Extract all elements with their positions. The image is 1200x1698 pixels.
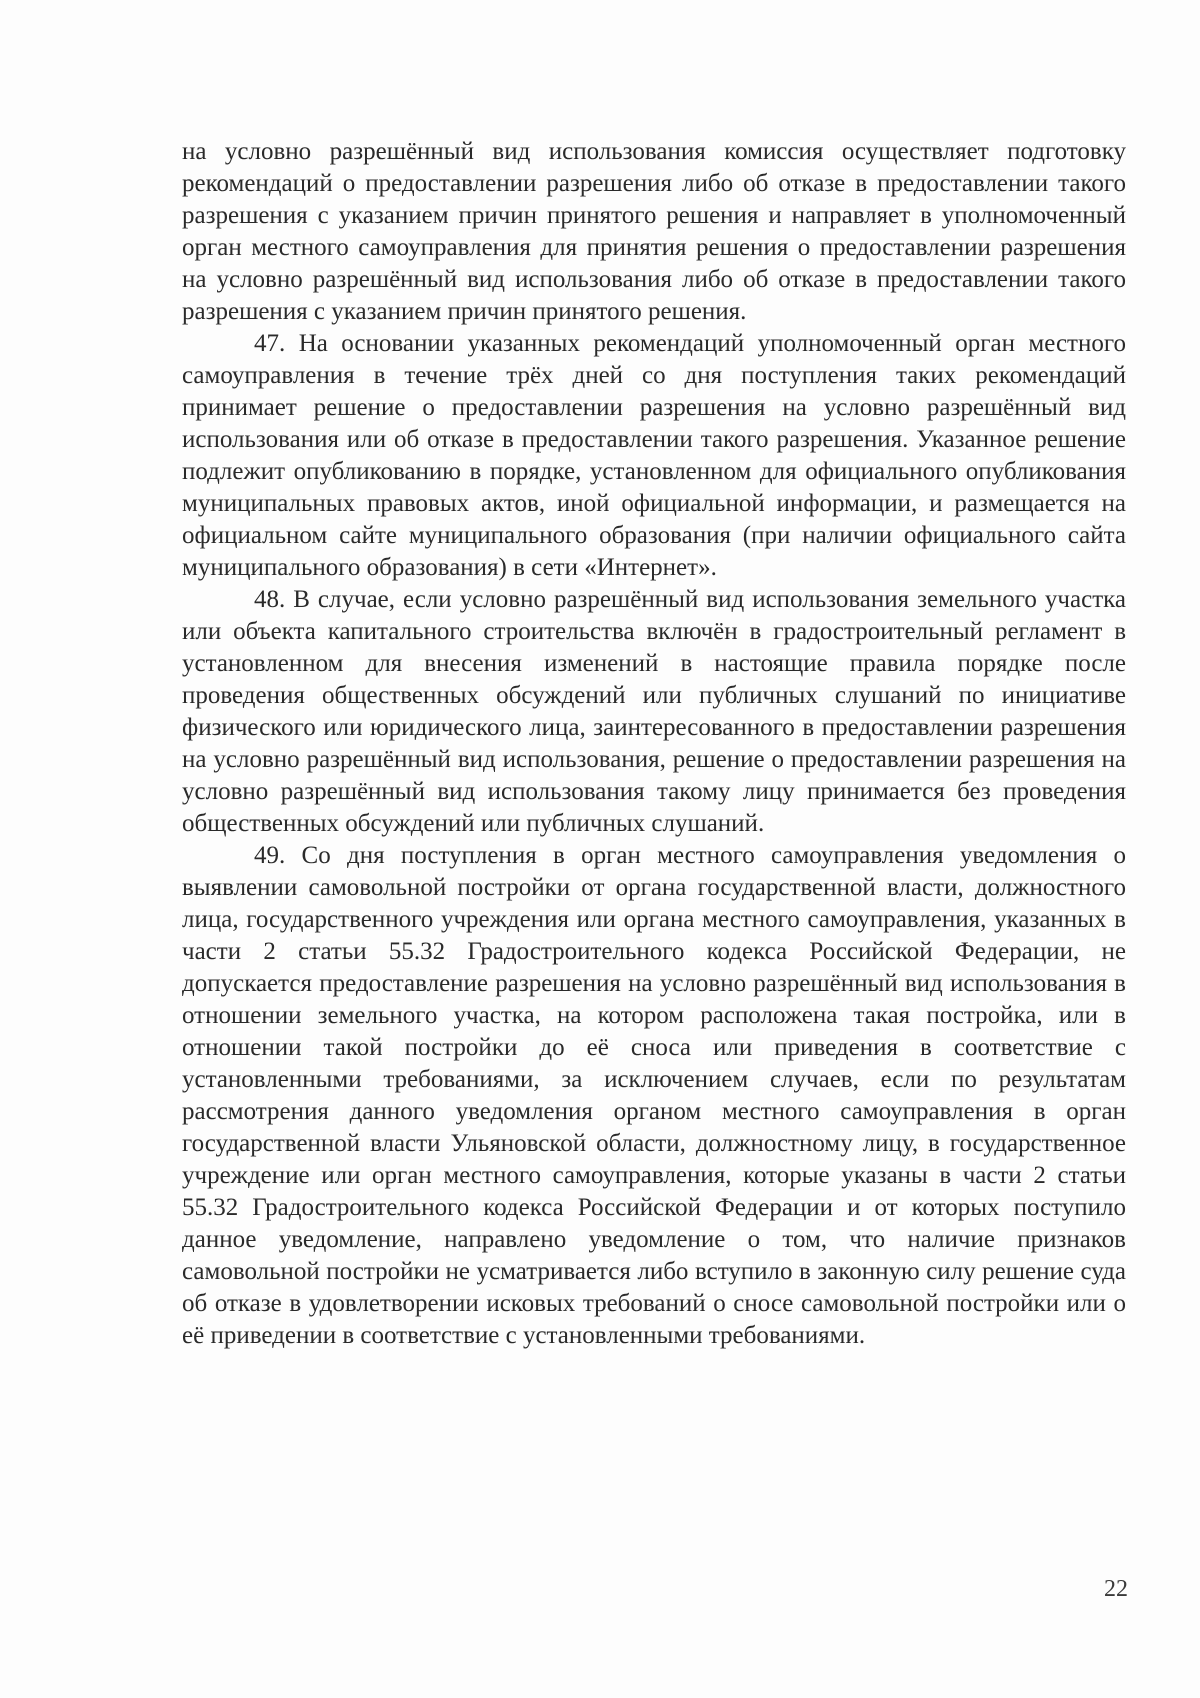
paragraph-item-47: 47. На основании указанных рекомендаций уполномоченный орган местного самоуправления в течение трёх дней со дня поступления таких рекомендаций принимает решение о предоставлении разрешения на условно разрешённый вид использования или об отказе в предоставлении такого разрешения. Указанное решение подлежит опубликованию в порядке, установленном для официального опубликования муниципальных правовых актов, иной официальной информации, и размещается на официальном сайте муниципального образования (при наличии официального сайта муниципального образования) в сети «Интернет». [182, 330, 1126, 581]
page-number: 22 [1104, 1576, 1128, 1602]
document-body [182, 136, 1126, 1352]
paragraph-item-48: 48. В случае, если условно разрешённый вид использования земельного участка или объекта капитального строительства включён в градостроительный регламент в установленном для внесения изменений в настоящие правила порядке после проведения общественных обсуждений или публичных слушаний по инициативе физического или юридического лица, заинтересованного в предоставлении разрешения на условно разрешённый вид использования, решение о предоставлении разрешения на условно разрешённый вид использования такому лицу принимается без проведения общественных обсуждений или публичных слушаний. [182, 586, 1126, 837]
paragraph-item-49: 49. Со дня поступления в орган местного самоуправления уведомления о выявлении самовольной постройки от органа государственной власти, должностного лица, государственного учреждения или органа местного самоуправления, указанных в части 2 статьи 55.32 Градостроительного кодекса Российской Федерации, не допускается предоставление разрешения на условно разрешённый вид использования в отношении земельного участка, на котором расположена такая постройка, или в отношении такой постройки до её сноса или приведения в соответствие с установленными требованиями, за исключением случаев, если по результатам рассмотрения данного уведомления органом местного самоуправления в орган государственной власти Ульяновской области, должностному лицу, в государственное учреждение или орган местного самоуправления, которые указаны в части 2 статьи 55.32 Градостроительного кодекса Российской Федерации и от которых поступило данное уведомление, направлено уведомление о том, что наличие признаков самовольной постройки не усматривается либо вступило в законную силу решение суда об отказе в удовлетворении исковых требований о сносе самовольной постройки или о её приведении в соответствие с установленными требованиями. [182, 842, 1126, 1349]
paragraph-continuation: на условно разрешённый вид использования комиссия осуществляет подготовку рекомендаций о предоставлении разрешения либо об отказе в предоставлении такого разрешения с указанием причин принятого решения и направляет в уполномоченный орган местного самоуправления для принятия решения о предоставлении разрешения на условно разрешённый вид использования либо об отказе в предоставлении такого разрешения с указанием причин принятого решения. [182, 138, 1126, 325]
